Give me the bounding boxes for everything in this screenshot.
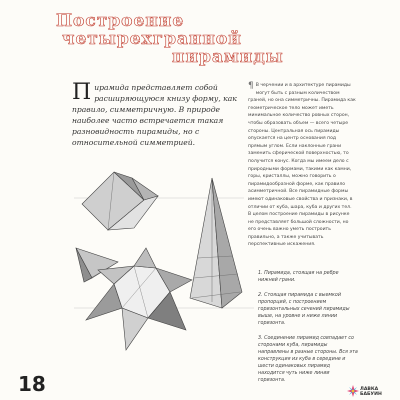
page-number: 18: [18, 372, 46, 396]
title-line-3: пирамиды: [172, 47, 284, 67]
publisher-logo-text: ЛАВКА БАБУИН: [360, 387, 382, 397]
drop-cap: П: [72, 80, 92, 105]
body-text: В черчении и в архитектуре пирамиды могут быть с разным количеством граней, но она симметричны. Пирамида как геометрическое тело может иметь минимальное количество ровных сторон, чтобы образовать объем — всего четыре стороны. Центральная ось пирамиды опускается на центр основания под прямым углом. Если наклонные грани заменить сферической поверхностью, то получится конус. Когда мы имеем дело с природными формами, такими как камни, горы, кристаллы, можно говорить о пирамидообразной форме, как правило асимметричной. Все пирамидные формы имеют одинаковые свойства и признаки, в отличии от куба, шара, куба и других тел. В целом построение пирамиды в рисунке не представляет большой сложности, но его очень важно уметь построить правильно, а также учитывать перспективные искажения.: [248, 83, 356, 248]
starburst-icon: [347, 385, 359, 397]
figure-captions: [258, 270, 358, 392]
pyramid-top: [82, 172, 158, 230]
intro-paragraph: [72, 82, 238, 148]
pyramid-drawings: [74, 170, 254, 370]
pilcrow-icon: ¶: [248, 81, 254, 91]
caption-item: 2. Стоящая пирамида с выемкой пропорций, с построением горизонтальных сечений пирамиды выше, на уровне и ниже линии горизонта.: [258, 293, 350, 326]
body-column: [248, 82, 356, 249]
caption-item: 1. Пирамида, стоящая на ребре нижней грани.: [258, 271, 339, 283]
intro-text: ирамида представляет собой расширяющуюся книзу форму, как правило, симметричную. В природе наиболее часто встречается такая разновидность пирамиды, но с относительной симметрией.: [72, 83, 237, 147]
title-line-1: Построение: [56, 11, 185, 31]
page-title: [56, 12, 356, 66]
title-line-2: четырехгранной: [62, 29, 242, 49]
pyramid-tall: [190, 178, 242, 308]
caption-item: 3. Соединение пирамид совпадает со сторонами куба, пирамиды направлены в разные стороны. Вся эта конструкция из куба в середине и шести одинаковых пирамид находится чуть ниже линии горизонта.: [258, 336, 358, 383]
